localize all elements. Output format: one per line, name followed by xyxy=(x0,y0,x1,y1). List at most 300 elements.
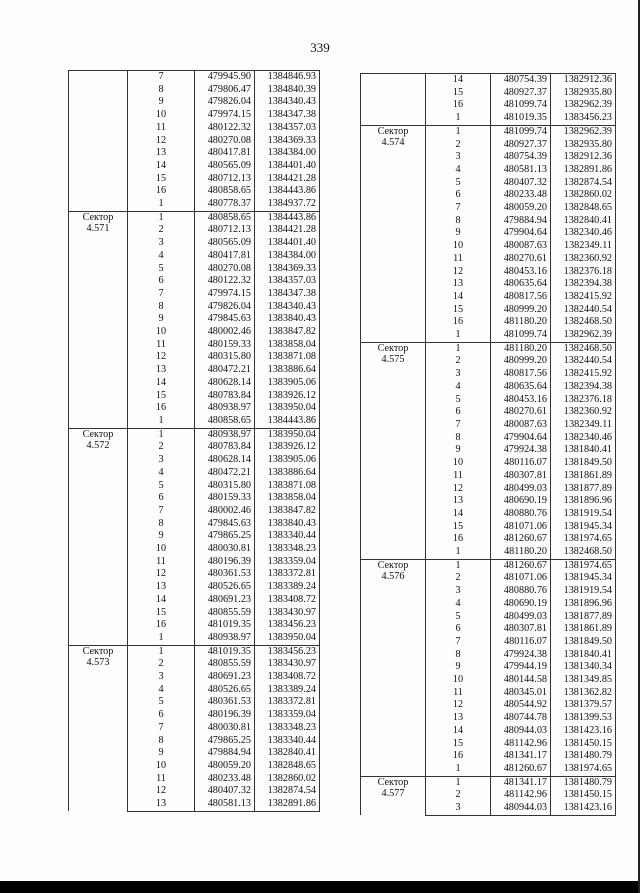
point-number: 9 xyxy=(426,444,491,457)
coordinate-y: 1381362.82 xyxy=(551,687,616,700)
point-number: 1 xyxy=(128,632,195,645)
coordinate-y: 1383858.04 xyxy=(255,339,320,352)
coordinate-x: 480944.03 xyxy=(491,802,551,815)
coordinate-x: 480030.81 xyxy=(195,722,255,735)
coordinate-y: 1384443.86 xyxy=(255,211,320,224)
table-row xyxy=(361,125,616,138)
coordinate-x: 480159.33 xyxy=(195,492,255,505)
coordinate-y: 1384840.39 xyxy=(255,84,320,97)
coordinate-x: 479945.90 xyxy=(195,71,255,84)
page-number: 339 xyxy=(310,40,330,55)
coordinate-x: 480999.20 xyxy=(491,304,551,317)
coordinate-x: 480407.32 xyxy=(491,177,551,190)
point-number: 1 xyxy=(426,112,491,125)
coordinate-x: 480196.39 xyxy=(195,556,255,569)
coordinate-y: 1381849.50 xyxy=(551,457,616,470)
coordinate-x: 480087.63 xyxy=(491,240,551,253)
coordinate-x: 480453.16 xyxy=(491,266,551,279)
point-number: 5 xyxy=(128,696,195,709)
point-number: 1 xyxy=(128,198,195,211)
coordinate-y: 1384369.33 xyxy=(255,263,320,276)
coordinate-x: 480002.46 xyxy=(195,326,255,339)
coordinate-y: 1383456.23 xyxy=(551,112,616,125)
coordinate-x: 479865.25 xyxy=(195,735,255,748)
point-number: 1 xyxy=(426,125,491,138)
point-number: 10 xyxy=(128,326,195,339)
coordinate-x: 480233.48 xyxy=(195,773,255,786)
coordinate-y: 1381945.34 xyxy=(551,572,616,585)
point-number: 3 xyxy=(128,237,195,250)
coordinate-x: 480270.61 xyxy=(491,253,551,266)
coordinate-x: 480453.16 xyxy=(491,394,551,407)
point-number: 2 xyxy=(426,355,491,368)
coordinate-y: 1383340.44 xyxy=(255,530,320,543)
coordinates-table-right xyxy=(360,73,616,816)
coordinate-x: 480817.56 xyxy=(491,291,551,304)
point-number: 11 xyxy=(426,687,491,700)
point-number: 15 xyxy=(426,304,491,317)
coordinate-y: 1381423.16 xyxy=(551,725,616,738)
point-number: 9 xyxy=(426,661,491,674)
coordinate-x: 480417.81 xyxy=(195,250,255,263)
point-number: 1 xyxy=(426,546,491,559)
point-number: 14 xyxy=(426,74,491,87)
coordinate-y: 1382848.65 xyxy=(551,202,616,215)
point-number: 14 xyxy=(128,594,195,607)
coordinate-x: 480754.39 xyxy=(491,151,551,164)
coordinate-y: 1383456.23 xyxy=(255,645,320,658)
point-number: 6 xyxy=(426,189,491,202)
coordinate-x: 480635.64 xyxy=(491,381,551,394)
coordinate-x: 479974.15 xyxy=(195,288,255,301)
point-number: 11 xyxy=(426,253,491,266)
coordinate-y: 1382891.86 xyxy=(255,798,320,811)
coordinate-x: 480581.13 xyxy=(195,798,255,811)
sector-label: Сектор 4.572 xyxy=(69,428,128,645)
coordinate-y: 1382349.11 xyxy=(551,419,616,432)
coordinate-y: 1382935.80 xyxy=(551,139,616,152)
coordinate-y: 1381849.50 xyxy=(551,636,616,649)
coordinate-x: 480880.76 xyxy=(491,585,551,598)
coordinate-x: 479884.94 xyxy=(195,747,255,760)
coordinate-y: 1383408.72 xyxy=(255,671,320,684)
point-number: 3 xyxy=(128,454,195,467)
coordinate-y: 1382376.18 xyxy=(551,394,616,407)
point-number: 11 xyxy=(128,122,195,135)
table-row xyxy=(361,342,616,355)
coordinate-x: 480196.39 xyxy=(195,709,255,722)
coordinate-x: 480938.97 xyxy=(195,632,255,645)
table-row xyxy=(69,645,320,658)
point-number: 1 xyxy=(426,763,491,776)
coordinate-x: 481019.35 xyxy=(195,619,255,632)
point-number: 11 xyxy=(128,773,195,786)
point-number: 12 xyxy=(426,699,491,712)
coordinate-y: 1383340.44 xyxy=(255,735,320,748)
point-number: 13 xyxy=(128,581,195,594)
point-number: 4 xyxy=(128,684,195,697)
coordinate-y: 1384384.00 xyxy=(255,250,320,263)
coordinate-x: 480002.46 xyxy=(195,505,255,518)
coordinate-x: 481099.74 xyxy=(491,125,551,138)
coordinate-y: 1381379.57 xyxy=(551,699,616,712)
coordinate-y: 1383871.08 xyxy=(255,480,320,493)
coordinate-x: 480628.14 xyxy=(195,454,255,467)
coordinate-y: 1383348.23 xyxy=(255,722,320,735)
coordinate-x: 480472.21 xyxy=(195,364,255,377)
coordinate-y: 1383886.64 xyxy=(255,364,320,377)
coordinate-y: 1381450.15 xyxy=(551,738,616,751)
coordinate-y: 1382360.92 xyxy=(551,406,616,419)
point-number: 14 xyxy=(426,725,491,738)
coordinate-y: 1382848.65 xyxy=(255,760,320,773)
coordinate-y: 1383430.97 xyxy=(255,658,320,671)
point-number: 11 xyxy=(128,556,195,569)
coordinate-y: 1384340.43 xyxy=(255,301,320,314)
point-number: 2 xyxy=(128,224,195,237)
coordinate-y: 1381919.54 xyxy=(551,508,616,521)
coordinate-x: 480361.53 xyxy=(195,696,255,709)
coordinate-y: 1381450.15 xyxy=(551,789,616,802)
table-row xyxy=(69,211,320,224)
point-number: 8 xyxy=(426,432,491,445)
table-row xyxy=(69,428,320,441)
point-number: 13 xyxy=(128,798,195,811)
point-number: 8 xyxy=(426,649,491,662)
point-number: 10 xyxy=(426,457,491,470)
point-number: 7 xyxy=(128,288,195,301)
coordinate-y: 1382935.80 xyxy=(551,87,616,100)
point-number: 4 xyxy=(426,381,491,394)
coordinate-y: 1381877.89 xyxy=(551,483,616,496)
point-number: 6 xyxy=(426,406,491,419)
coordinate-y: 1381861.89 xyxy=(551,623,616,636)
point-number: 13 xyxy=(426,278,491,291)
coordinate-y: 1383840.43 xyxy=(255,518,320,531)
coordinate-x: 479845.63 xyxy=(195,518,255,531)
coordinate-y: 1382415.92 xyxy=(551,291,616,304)
coordinate-x: 480059.20 xyxy=(491,202,551,215)
point-number: 10 xyxy=(128,760,195,773)
coordinate-x: 481019.35 xyxy=(491,112,551,125)
sector-label: Сектор 4.574 xyxy=(361,125,426,342)
coordinate-x: 481341.17 xyxy=(491,750,551,763)
coordinate-y: 1383926.12 xyxy=(255,390,320,403)
coordinate-y: 1383950.04 xyxy=(255,428,320,441)
point-number: 5 xyxy=(426,394,491,407)
coordinate-y: 1384421.28 xyxy=(255,173,320,186)
coordinate-y: 1382340.46 xyxy=(551,227,616,240)
coordinate-y: 1384369.33 xyxy=(255,135,320,148)
coordinate-y: 1382440.54 xyxy=(551,304,616,317)
point-number: 6 xyxy=(426,623,491,636)
coordinate-x: 479845.63 xyxy=(195,313,255,326)
coordinate-x: 480116.07 xyxy=(491,457,551,470)
coordinate-y: 1381423.16 xyxy=(551,802,616,815)
coordinate-y: 1381861.89 xyxy=(551,470,616,483)
coordinate-y: 1381974.65 xyxy=(551,559,616,572)
coordinate-x: 480315.80 xyxy=(195,351,255,364)
coordinate-x: 480526.65 xyxy=(195,684,255,697)
table-row xyxy=(361,559,616,572)
point-number: 4 xyxy=(426,598,491,611)
coordinate-x: 480880.76 xyxy=(491,508,551,521)
point-number: 1 xyxy=(128,645,195,658)
coordinate-y: 1382394.38 xyxy=(551,278,616,291)
coordinate-x: 480544.92 xyxy=(491,699,551,712)
coordinate-x: 481180.20 xyxy=(491,316,551,329)
point-number: 14 xyxy=(426,291,491,304)
coordinate-x: 480122.32 xyxy=(195,122,255,135)
coordinate-y: 1382840.41 xyxy=(255,747,320,760)
coordinate-y: 1383905.06 xyxy=(255,377,320,390)
point-number: 1 xyxy=(426,776,491,789)
point-number: 2 xyxy=(426,572,491,585)
coordinate-y: 1384443.86 xyxy=(255,185,320,198)
point-number: 15 xyxy=(128,607,195,620)
coordinate-y: 1381896.96 xyxy=(551,598,616,611)
point-number: 14 xyxy=(426,508,491,521)
coordinate-x: 480122.32 xyxy=(195,275,255,288)
point-number: 9 xyxy=(426,227,491,240)
coordinate-y: 1382349.11 xyxy=(551,240,616,253)
coordinate-x: 479826.04 xyxy=(195,96,255,109)
coordinate-y: 1383871.08 xyxy=(255,351,320,364)
coordinate-x: 481142.96 xyxy=(491,789,551,802)
coordinate-x: 480938.97 xyxy=(195,402,255,415)
coordinate-x: 479806.47 xyxy=(195,84,255,97)
point-number: 4 xyxy=(128,467,195,480)
coordinate-y: 1383408.72 xyxy=(255,594,320,607)
coordinate-y: 1382440.54 xyxy=(551,355,616,368)
sector-label: Сектор 4.575 xyxy=(361,342,426,559)
point-number: 2 xyxy=(128,658,195,671)
point-number: 5 xyxy=(426,177,491,190)
coordinate-x: 480778.37 xyxy=(195,198,255,211)
coordinate-x: 480927.37 xyxy=(491,139,551,152)
point-number: 15 xyxy=(426,87,491,100)
coordinate-y: 1383389.24 xyxy=(255,581,320,594)
point-number: 7 xyxy=(128,505,195,518)
coordinate-x: 480526.65 xyxy=(195,581,255,594)
coordinate-y: 1383372.81 xyxy=(255,696,320,709)
coordinate-y: 1383456.23 xyxy=(255,619,320,632)
point-number: 13 xyxy=(128,147,195,160)
coordinate-x: 481071.06 xyxy=(491,572,551,585)
coordinate-x: 480345.01 xyxy=(491,687,551,700)
point-number: 13 xyxy=(426,495,491,508)
point-number: 3 xyxy=(426,368,491,381)
coordinate-x: 479904.64 xyxy=(491,227,551,240)
scan-border-bottom xyxy=(0,881,640,893)
point-number: 10 xyxy=(426,240,491,253)
coordinate-y: 1382962.39 xyxy=(551,329,616,342)
coordinate-y: 1384846.93 xyxy=(255,71,320,84)
coordinate-x: 480270.08 xyxy=(195,263,255,276)
coordinate-y: 1384443.86 xyxy=(255,415,320,428)
coordinate-x: 480059.20 xyxy=(195,760,255,773)
coordinate-x: 480855.59 xyxy=(195,658,255,671)
coordinate-x: 479974.15 xyxy=(195,109,255,122)
coordinate-y: 1382874.54 xyxy=(551,177,616,190)
sector-label: Сектор 4.577 xyxy=(361,776,426,815)
coordinate-y: 1383886.64 xyxy=(255,467,320,480)
point-number: 16 xyxy=(128,619,195,632)
coordinate-x: 480087.63 xyxy=(491,419,551,432)
coordinate-x: 479904.64 xyxy=(491,432,551,445)
point-number: 16 xyxy=(426,533,491,546)
coordinate-x: 480817.56 xyxy=(491,368,551,381)
coordinate-x: 480855.59 xyxy=(195,607,255,620)
coordinate-x: 479944.19 xyxy=(491,661,551,674)
sector-label xyxy=(361,74,426,126)
point-number: 1 xyxy=(426,559,491,572)
sector-label: Сектор 4.576 xyxy=(361,559,426,776)
point-number: 8 xyxy=(128,84,195,97)
point-number: 8 xyxy=(128,735,195,748)
coordinate-x: 480499.03 xyxy=(491,483,551,496)
coordinate-y: 1381919.54 xyxy=(551,585,616,598)
coordinate-x: 480307.81 xyxy=(491,470,551,483)
point-number: 2 xyxy=(426,789,491,802)
point-number: 4 xyxy=(426,164,491,177)
coordinate-x: 480712.13 xyxy=(195,224,255,237)
coordinate-y: 1383359.04 xyxy=(255,556,320,569)
point-number: 13 xyxy=(128,364,195,377)
coordinate-x: 481260.67 xyxy=(491,763,551,776)
point-number: 12 xyxy=(128,785,195,798)
coordinate-y: 1382912.36 xyxy=(551,74,616,87)
coordinate-x: 480270.61 xyxy=(491,406,551,419)
coordinate-x: 480628.14 xyxy=(195,377,255,390)
coordinate-y: 1381340.34 xyxy=(551,661,616,674)
point-number: 16 xyxy=(128,185,195,198)
point-number: 11 xyxy=(426,470,491,483)
coordinate-x: 480472.21 xyxy=(195,467,255,480)
point-number: 7 xyxy=(426,202,491,215)
point-number: 15 xyxy=(426,521,491,534)
coordinate-x: 481099.74 xyxy=(491,329,551,342)
point-number: 15 xyxy=(128,173,195,186)
point-number: 8 xyxy=(128,301,195,314)
point-number: 9 xyxy=(128,530,195,543)
coordinate-y: 1384401.40 xyxy=(255,160,320,173)
point-number: 12 xyxy=(128,135,195,148)
coordinate-x: 480754.39 xyxy=(491,74,551,87)
coordinate-x: 481180.20 xyxy=(491,342,551,355)
point-number: 9 xyxy=(128,747,195,760)
point-number: 7 xyxy=(426,419,491,432)
coordinate-x: 480159.33 xyxy=(195,339,255,352)
point-number: 1 xyxy=(128,415,195,428)
point-number: 5 xyxy=(128,480,195,493)
coordinate-y: 1382340.46 xyxy=(551,432,616,445)
coordinate-y: 1382962.39 xyxy=(551,125,616,138)
coordinate-x: 481099.74 xyxy=(491,99,551,112)
coordinate-y: 1384340.43 xyxy=(255,96,320,109)
coordinate-y: 1384347.38 xyxy=(255,109,320,122)
table-row xyxy=(361,776,616,789)
coordinate-x: 480691.23 xyxy=(195,671,255,684)
coordinate-x: 480999.20 xyxy=(491,355,551,368)
coordinate-x: 481341.17 xyxy=(491,776,551,789)
point-number: 7 xyxy=(426,636,491,649)
coordinate-x: 479826.04 xyxy=(195,301,255,314)
point-number: 9 xyxy=(128,96,195,109)
coordinate-y: 1381840.41 xyxy=(551,444,616,457)
coordinate-y: 1383847.82 xyxy=(255,505,320,518)
coordinate-x: 479884.94 xyxy=(491,215,551,228)
sector-label: Сектор 4.571 xyxy=(69,211,128,428)
point-number: 16 xyxy=(426,750,491,763)
coordinate-y: 1383389.24 xyxy=(255,684,320,697)
point-number: 1 xyxy=(128,428,195,441)
coordinate-y: 1382360.92 xyxy=(551,253,616,266)
coordinate-x: 481019.35 xyxy=(195,645,255,658)
coordinate-y: 1382860.02 xyxy=(255,773,320,786)
coordinate-x: 480712.13 xyxy=(195,173,255,186)
coordinate-x: 480030.81 xyxy=(195,543,255,556)
point-number: 16 xyxy=(426,99,491,112)
coordinate-y: 1383905.06 xyxy=(255,454,320,467)
coordinate-x: 480116.07 xyxy=(491,636,551,649)
coordinate-x: 480499.03 xyxy=(491,611,551,624)
table-row xyxy=(361,74,616,87)
coordinate-y: 1382891.86 xyxy=(551,164,616,177)
coordinate-y: 1383950.04 xyxy=(255,632,320,645)
point-number: 3 xyxy=(128,671,195,684)
coordinate-y: 1381877.89 xyxy=(551,611,616,624)
coordinate-y: 1384347.38 xyxy=(255,288,320,301)
coordinate-x: 481180.20 xyxy=(491,546,551,559)
coordinate-y: 1384401.40 xyxy=(255,237,320,250)
coordinate-y: 1381399.53 xyxy=(551,712,616,725)
coordinate-x: 480144.58 xyxy=(491,674,551,687)
point-number: 16 xyxy=(426,316,491,329)
coordinate-y: 1383847.82 xyxy=(255,326,320,339)
coordinate-y: 1381974.65 xyxy=(551,533,616,546)
point-number: 6 xyxy=(128,492,195,505)
coordinate-x: 480565.09 xyxy=(195,237,255,250)
coordinate-y: 1382468.50 xyxy=(551,546,616,559)
coordinate-y: 1384357.03 xyxy=(255,122,320,135)
point-number: 9 xyxy=(128,313,195,326)
point-number: 16 xyxy=(128,402,195,415)
point-number: 12 xyxy=(128,351,195,364)
coordinate-y: 1382468.50 xyxy=(551,316,616,329)
sector-label: Сектор 4.573 xyxy=(69,645,128,811)
point-number: 14 xyxy=(128,377,195,390)
point-number: 1 xyxy=(128,211,195,224)
coordinate-x: 481260.67 xyxy=(491,533,551,546)
coordinate-x: 480858.65 xyxy=(195,415,255,428)
coordinate-y: 1383950.04 xyxy=(255,402,320,415)
coordinate-y: 1383348.23 xyxy=(255,543,320,556)
point-number: 12 xyxy=(128,568,195,581)
coordinate-y: 1381480.79 xyxy=(551,750,616,763)
point-number: 7 xyxy=(128,722,195,735)
point-number: 10 xyxy=(128,543,195,556)
point-number: 12 xyxy=(426,266,491,279)
coordinate-x: 480417.81 xyxy=(195,147,255,160)
coordinate-x: 480944.03 xyxy=(491,725,551,738)
coordinate-y: 1383858.04 xyxy=(255,492,320,505)
coordinate-x: 481142.96 xyxy=(491,738,551,751)
coordinate-x: 480635.64 xyxy=(491,278,551,291)
coordinate-x: 480690.19 xyxy=(491,495,551,508)
point-number: 4 xyxy=(128,250,195,263)
coordinate-x: 480270.08 xyxy=(195,135,255,148)
